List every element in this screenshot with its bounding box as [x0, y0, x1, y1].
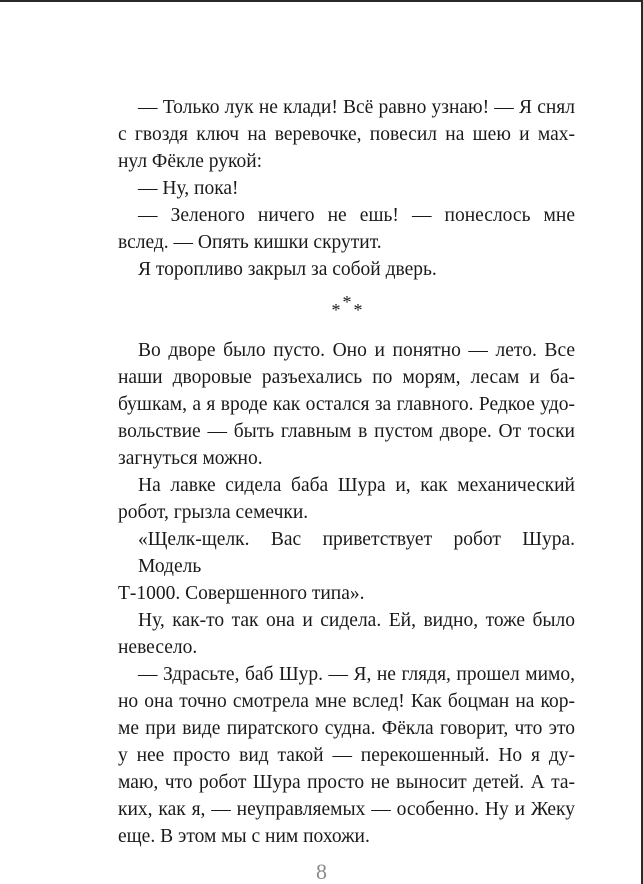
- paragraphs-before-break: [118, 94, 575, 283]
- asterisk-top: *: [342, 292, 352, 312]
- top-border: [0, 0, 643, 2]
- paragraph: [118, 526, 575, 607]
- text-line: Т-1000. Совершенного типа».: [118, 583, 365, 604]
- text-line: маю, что робот Шура просто не выносит детей. А та-: [118, 772, 575, 793]
- text-line: еще. В этом мы с ним похожи.: [118, 826, 370, 847]
- text-line: нул Фёкле рукой:: [118, 151, 263, 172]
- section-break: [118, 283, 575, 337]
- paragraph: [118, 175, 575, 202]
- text-line: — Ну, пока!: [138, 178, 239, 199]
- body-text: [118, 94, 575, 850]
- text-line: Во дворе было пусто. Оно и понятно — лето. Все: [138, 340, 575, 361]
- asterisk-right: *: [353, 300, 363, 320]
- text-line: ме при виде пиратского судна. Фёкла говорит, что это: [118, 718, 575, 739]
- text-line: вслед. — Опять кишки скрутит.: [118, 232, 382, 253]
- text-line: «Щелк-щелк. Вас приветствует робот Шура. Модель: [138, 529, 575, 577]
- text-line: невесело.: [118, 637, 198, 658]
- text-line: у нее просто вид такой — перекошенный. Но я ду-: [118, 745, 575, 766]
- text-line: но она точно смотрела мне вслед! Как боцман на кор-: [118, 691, 575, 712]
- paragraph: [118, 607, 575, 661]
- text-line: бушкам, а я вроде как остался за главного. Редкое удо-: [118, 394, 575, 415]
- text-line: вольствие — быть главным в пустом дворе. От тоски: [118, 421, 575, 442]
- text-line: наши дворовые разъехались по морям, лесам и ба-: [118, 367, 575, 388]
- text-line: загнуться можно.: [118, 448, 263, 469]
- text-line: ких, как я, — неуправляемых — особенно. Ну и Жеку: [118, 799, 575, 820]
- text-line: с гвоздя ключ на веревочке, повесил на шею и мах-: [118, 124, 575, 145]
- text-line: — Зеленого ничего не ешь! — понеслось мне: [138, 205, 575, 226]
- text-line: робот, грызла семечки.: [118, 502, 309, 523]
- page-number: 8: [316, 859, 327, 884]
- paragraph: [118, 661, 575, 850]
- asterism: [118, 292, 575, 320]
- text-line: Я торопливо закрыл за собой дверь.: [138, 259, 437, 280]
- paragraph: [118, 202, 575, 256]
- text-line: — Здрасьте, баб Шур. — Я, не глядя, прошел мимо,: [138, 664, 575, 685]
- paragraph: [118, 472, 575, 526]
- asterisk-left: *: [331, 300, 341, 320]
- paragraph: [118, 256, 575, 283]
- paragraphs-after-break: [118, 337, 575, 850]
- paragraph: [118, 94, 575, 175]
- text-line: — Только лук не клади! Всё равно узнаю! — Я снял: [138, 97, 575, 118]
- text-line: Ну, как-то так она и сидела. Ей, видно, тоже было: [138, 610, 575, 631]
- text-line: На лавке сидела баба Шура и, как механический: [138, 475, 575, 496]
- paragraph: [118, 337, 575, 472]
